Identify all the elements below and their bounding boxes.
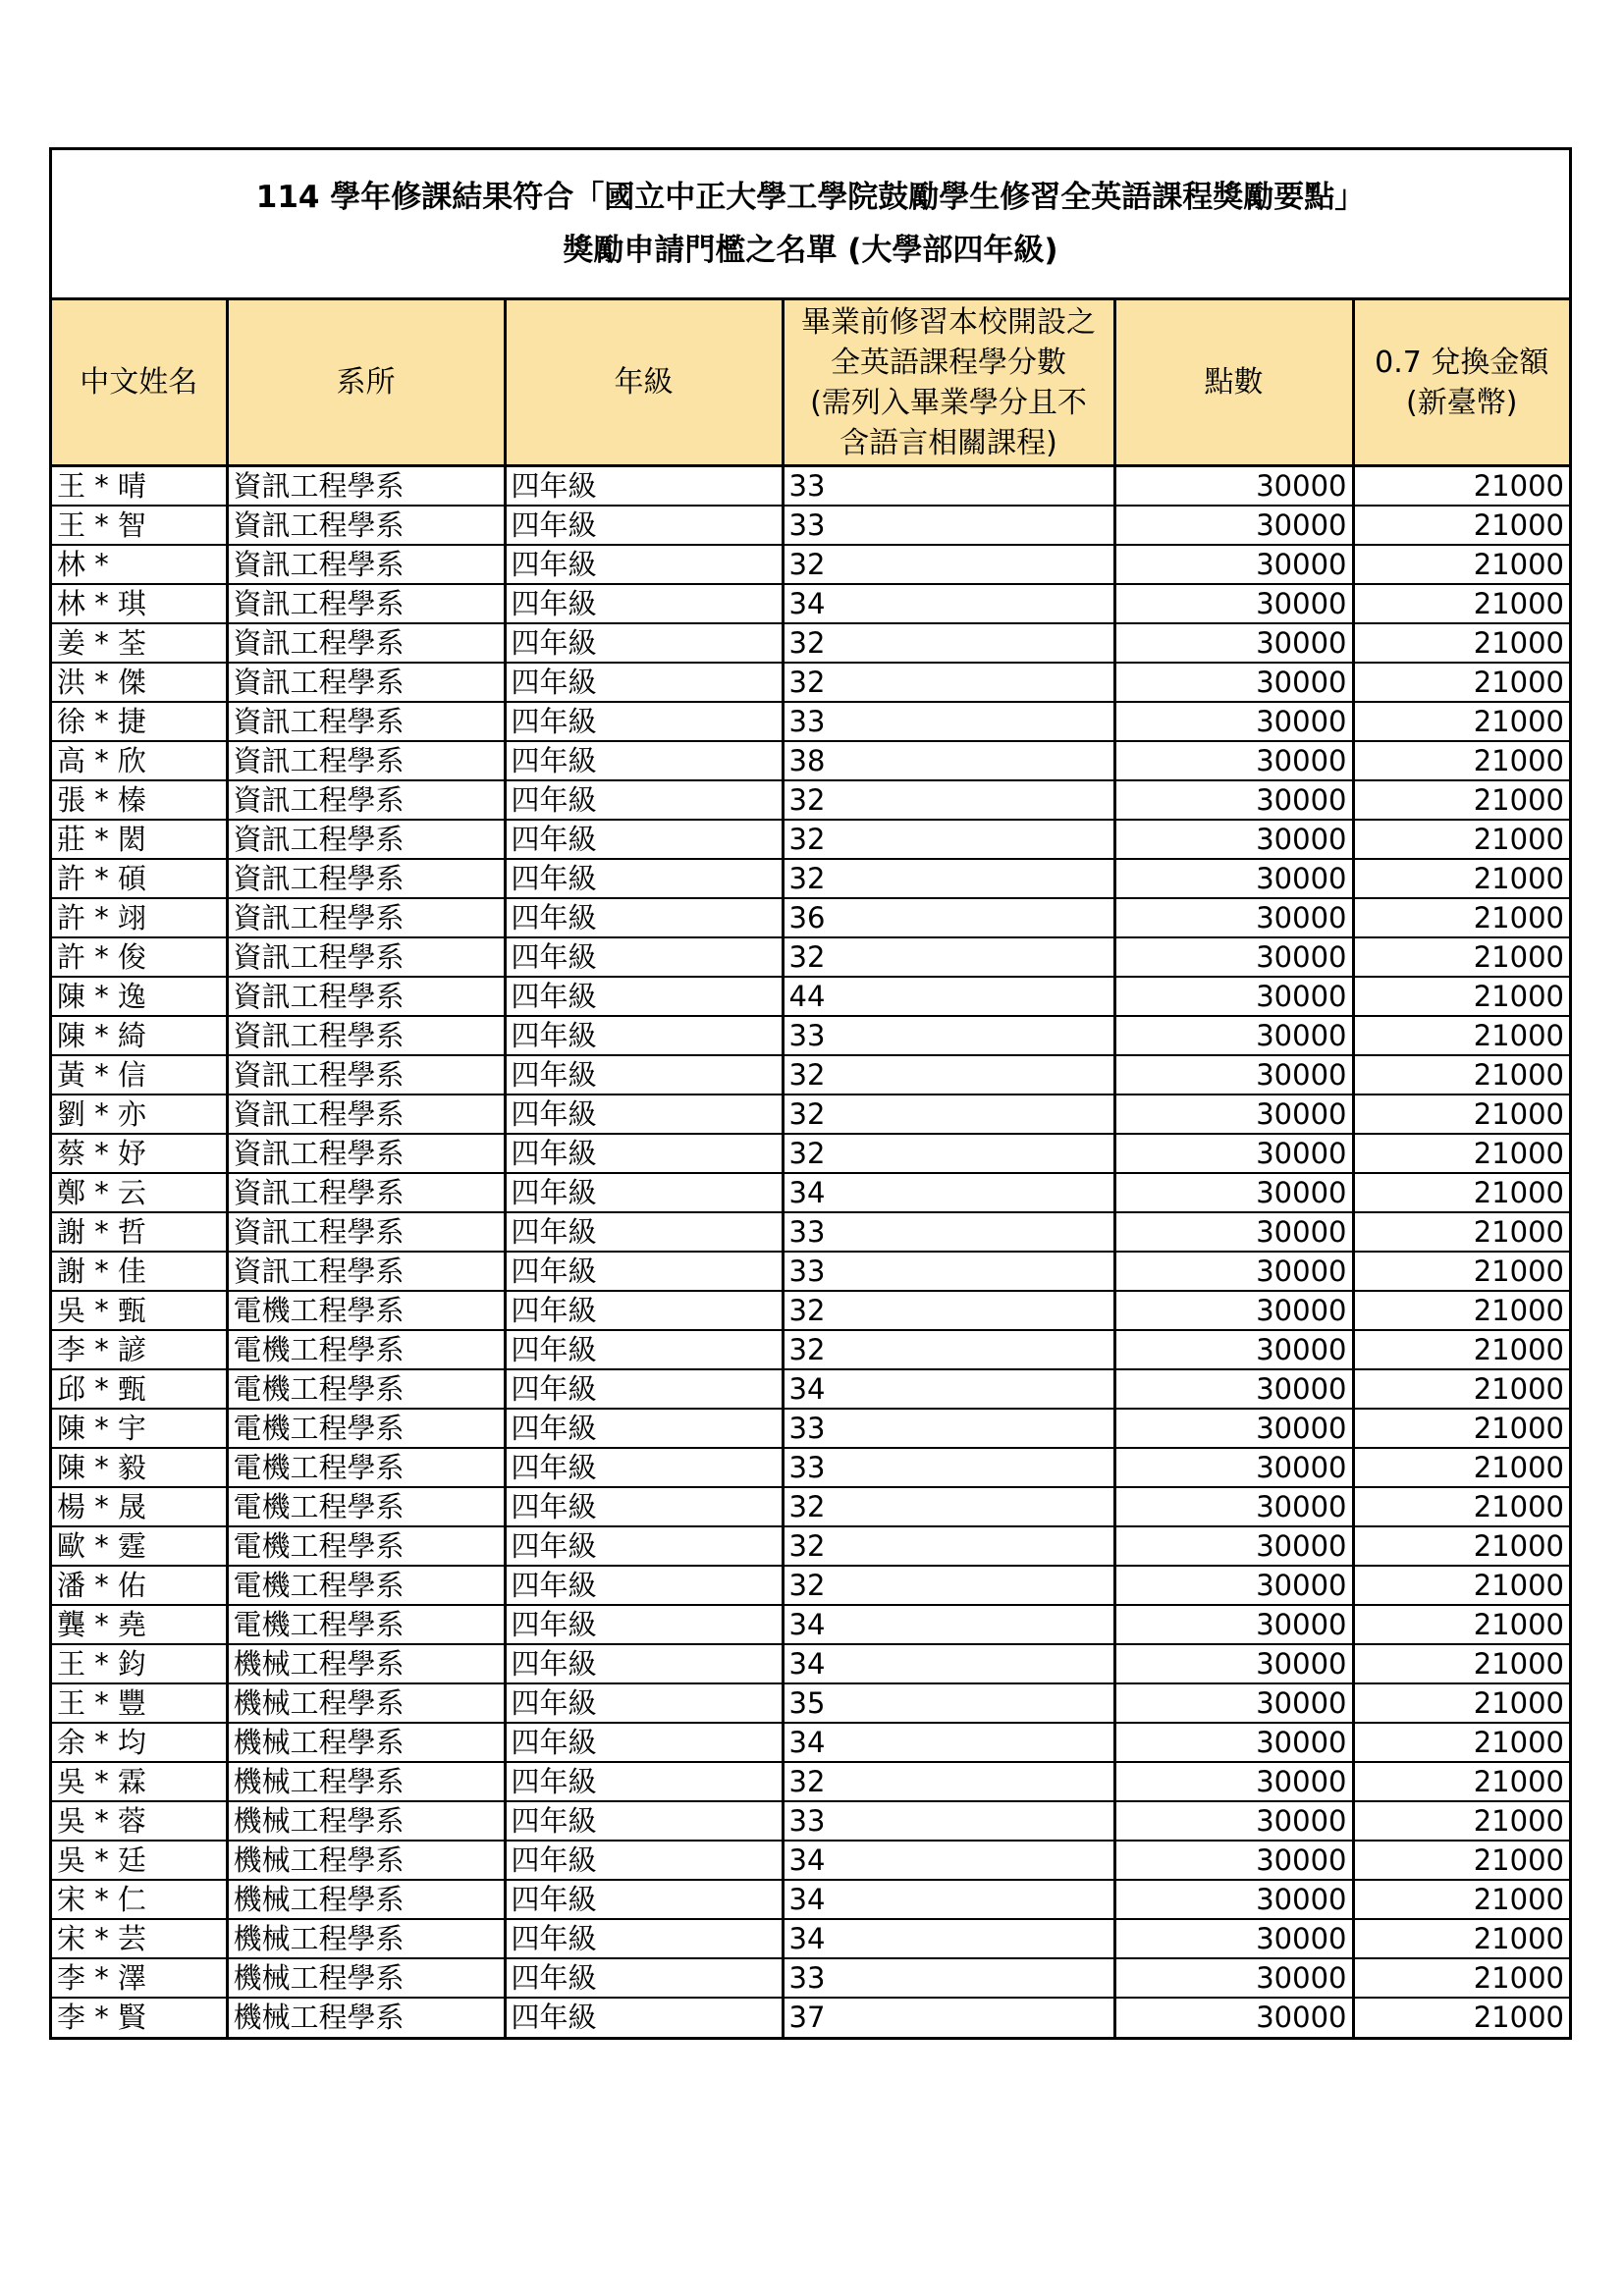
cell-credits: 33 bbox=[783, 1016, 1114, 1055]
header-credits-line: 畢業前修習本校開設之 bbox=[801, 304, 1096, 340]
cell-credits: 34 bbox=[783, 1644, 1114, 1683]
cell-points: 30000 bbox=[1114, 623, 1353, 663]
cell-grade: 四年級 bbox=[505, 1055, 783, 1095]
cell-grade: 四年級 bbox=[505, 584, 783, 623]
cell-credits: 32 bbox=[783, 859, 1114, 898]
cell-amount: 21000 bbox=[1353, 702, 1569, 741]
cell-grade: 四年級 bbox=[505, 702, 783, 741]
cell-name: 謝 * 哲 bbox=[52, 1212, 227, 1252]
cell-points: 30000 bbox=[1114, 1958, 1353, 1998]
cell-amount: 21000 bbox=[1353, 1016, 1569, 1055]
cell-name: 許 * 翊 bbox=[52, 898, 227, 937]
cell-name: 王 * 鈞 bbox=[52, 1644, 227, 1683]
cell-name: 宋 * 芸 bbox=[52, 1919, 227, 1958]
cell-amount: 21000 bbox=[1353, 1134, 1569, 1173]
cell-name: 龔 * 堯 bbox=[52, 1605, 227, 1644]
cell-dept: 資訊工程學系 bbox=[227, 623, 505, 663]
cell-points: 30000 bbox=[1114, 1173, 1353, 1212]
table-row bbox=[52, 1134, 1569, 1173]
cell-dept: 電機工程學系 bbox=[227, 1291, 505, 1330]
cell-points: 30000 bbox=[1114, 466, 1353, 507]
cell-grade: 四年級 bbox=[505, 1369, 783, 1409]
table-row bbox=[52, 1173, 1569, 1212]
cell-grade: 四年級 bbox=[505, 977, 783, 1016]
cell-grade: 四年級 bbox=[505, 1173, 783, 1212]
cell-grade: 四年級 bbox=[505, 1958, 783, 1998]
cell-dept: 機械工程學系 bbox=[227, 1683, 505, 1723]
cell-name: 姜 * 荃 bbox=[52, 623, 227, 663]
cell-dept: 資訊工程學系 bbox=[227, 1252, 505, 1291]
cell-dept: 機械工程學系 bbox=[227, 1841, 505, 1880]
cell-dept: 電機工程學系 bbox=[227, 1330, 505, 1369]
table-row bbox=[52, 1683, 1569, 1723]
cell-grade: 四年級 bbox=[505, 1212, 783, 1252]
cell-points: 30000 bbox=[1114, 1448, 1353, 1487]
cell-points: 30000 bbox=[1114, 977, 1353, 1016]
table-row bbox=[52, 780, 1569, 820]
cell-grade: 四年級 bbox=[505, 741, 783, 780]
cell-name: 高 * 欣 bbox=[52, 741, 227, 780]
cell-amount: 21000 bbox=[1353, 820, 1569, 859]
table-row bbox=[52, 820, 1569, 859]
document-title bbox=[52, 150, 1569, 300]
cell-credits: 32 bbox=[783, 1487, 1114, 1526]
cell-dept: 資訊工程學系 bbox=[227, 702, 505, 741]
table-row bbox=[52, 1841, 1569, 1880]
cell-name: 陳 * 綺 bbox=[52, 1016, 227, 1055]
cell-amount: 21000 bbox=[1353, 780, 1569, 820]
cell-credits: 32 bbox=[783, 545, 1114, 584]
cell-credits: 34 bbox=[783, 1723, 1114, 1762]
cell-points: 30000 bbox=[1114, 1880, 1353, 1919]
cell-credits: 34 bbox=[783, 1880, 1114, 1919]
cell-grade: 四年級 bbox=[505, 623, 783, 663]
cell-grade: 四年級 bbox=[505, 1723, 783, 1762]
cell-dept: 資訊工程學系 bbox=[227, 466, 505, 507]
cell-credits: 38 bbox=[783, 741, 1114, 780]
cell-dept: 資訊工程學系 bbox=[227, 1055, 505, 1095]
cell-amount: 21000 bbox=[1353, 1448, 1569, 1487]
header-grade: 年級 bbox=[505, 300, 783, 466]
cell-points: 30000 bbox=[1114, 506, 1353, 545]
cell-name: 邱 * 甄 bbox=[52, 1369, 227, 1409]
table-body bbox=[52, 466, 1569, 2037]
cell-points: 30000 bbox=[1114, 741, 1353, 780]
cell-dept: 電機工程學系 bbox=[227, 1448, 505, 1487]
cell-amount: 21000 bbox=[1353, 506, 1569, 545]
cell-grade: 四年級 bbox=[505, 1880, 783, 1919]
cell-name: 歐 * 霆 bbox=[52, 1526, 227, 1566]
table-row bbox=[52, 977, 1569, 1016]
header-name: 中文姓名 bbox=[52, 300, 227, 466]
header-credits-line: 全英語課程學分數 bbox=[831, 345, 1066, 380]
cell-dept: 資訊工程學系 bbox=[227, 780, 505, 820]
cell-dept: 機械工程學系 bbox=[227, 1801, 505, 1841]
cell-points: 30000 bbox=[1114, 1487, 1353, 1526]
cell-amount: 21000 bbox=[1353, 898, 1569, 937]
cell-grade: 四年級 bbox=[505, 1841, 783, 1880]
cell-dept: 資訊工程學系 bbox=[227, 1134, 505, 1173]
table-row bbox=[52, 1055, 1569, 1095]
cell-dept: 機械工程學系 bbox=[227, 1723, 505, 1762]
table-row bbox=[52, 1369, 1569, 1409]
cell-points: 30000 bbox=[1114, 584, 1353, 623]
cell-amount: 21000 bbox=[1353, 1762, 1569, 1801]
cell-name: 吳 * 霖 bbox=[52, 1762, 227, 1801]
cell-amount: 21000 bbox=[1353, 977, 1569, 1016]
recipient-table bbox=[52, 300, 1569, 2037]
cell-credits: 33 bbox=[783, 466, 1114, 507]
cell-credits: 32 bbox=[783, 663, 1114, 702]
cell-dept: 資訊工程學系 bbox=[227, 1173, 505, 1212]
cell-grade: 四年級 bbox=[505, 466, 783, 507]
cell-name: 陳 * 宇 bbox=[52, 1409, 227, 1448]
cell-name: 王 * 智 bbox=[52, 506, 227, 545]
cell-points: 30000 bbox=[1114, 780, 1353, 820]
cell-grade: 四年級 bbox=[505, 1801, 783, 1841]
table-row bbox=[52, 506, 1569, 545]
header-amount bbox=[1353, 300, 1569, 466]
cell-name: 張 * 榛 bbox=[52, 780, 227, 820]
cell-dept: 電機工程學系 bbox=[227, 1409, 505, 1448]
table-row bbox=[52, 1016, 1569, 1055]
cell-amount: 21000 bbox=[1353, 1526, 1569, 1566]
cell-credits: 33 bbox=[783, 1448, 1114, 1487]
cell-amount: 21000 bbox=[1353, 1173, 1569, 1212]
cell-grade: 四年級 bbox=[505, 1487, 783, 1526]
cell-amount: 21000 bbox=[1353, 1566, 1569, 1605]
cell-grade: 四年級 bbox=[505, 1134, 783, 1173]
cell-amount: 21000 bbox=[1353, 1801, 1569, 1841]
cell-dept: 電機工程學系 bbox=[227, 1487, 505, 1526]
cell-credits: 33 bbox=[783, 1212, 1114, 1252]
header-credits bbox=[783, 300, 1114, 466]
cell-points: 30000 bbox=[1114, 1723, 1353, 1762]
table-row bbox=[52, 1487, 1569, 1526]
cell-name: 許 * 碩 bbox=[52, 859, 227, 898]
table-row bbox=[52, 1958, 1569, 1998]
cell-name: 蔡 * 妤 bbox=[52, 1134, 227, 1173]
cell-amount: 21000 bbox=[1353, 1212, 1569, 1252]
table-row bbox=[52, 1291, 1569, 1330]
cell-points: 30000 bbox=[1114, 1644, 1353, 1683]
cell-grade: 四年級 bbox=[505, 506, 783, 545]
cell-credits: 32 bbox=[783, 1134, 1114, 1173]
table-row bbox=[52, 1723, 1569, 1762]
cell-credits: 32 bbox=[783, 1291, 1114, 1330]
cell-amount: 21000 bbox=[1353, 1409, 1569, 1448]
cell-name: 林 * bbox=[52, 545, 227, 584]
header-amount-line: 0.7 兌換金額 bbox=[1375, 345, 1549, 380]
cell-name: 莊 * 閎 bbox=[52, 820, 227, 859]
cell-points: 30000 bbox=[1114, 1998, 1353, 2037]
cell-name: 潘 * 佑 bbox=[52, 1566, 227, 1605]
cell-dept: 機械工程學系 bbox=[227, 1958, 505, 1998]
cell-credits: 32 bbox=[783, 1330, 1114, 1369]
cell-dept: 機械工程學系 bbox=[227, 1880, 505, 1919]
cell-name: 黃 * 信 bbox=[52, 1055, 227, 1095]
cell-amount: 21000 bbox=[1353, 1723, 1569, 1762]
table-row bbox=[52, 1095, 1569, 1134]
cell-points: 30000 bbox=[1114, 1566, 1353, 1605]
cell-amount: 21000 bbox=[1353, 1958, 1569, 1998]
table-row bbox=[52, 1330, 1569, 1369]
cell-amount: 21000 bbox=[1353, 1644, 1569, 1683]
cell-amount: 21000 bbox=[1353, 1841, 1569, 1880]
cell-amount: 21000 bbox=[1353, 466, 1569, 507]
cell-points: 30000 bbox=[1114, 1919, 1353, 1958]
cell-grade: 四年級 bbox=[505, 1448, 783, 1487]
table-row bbox=[52, 1605, 1569, 1644]
cell-grade: 四年級 bbox=[505, 1683, 783, 1723]
cell-dept: 資訊工程學系 bbox=[227, 937, 505, 977]
cell-name: 李 * 澤 bbox=[52, 1958, 227, 1998]
cell-dept: 資訊工程學系 bbox=[227, 1212, 505, 1252]
table-row bbox=[52, 584, 1569, 623]
cell-credits: 33 bbox=[783, 702, 1114, 741]
cell-amount: 21000 bbox=[1353, 741, 1569, 780]
cell-credits: 33 bbox=[783, 1252, 1114, 1291]
header-amount-line: (新臺幣) bbox=[1406, 385, 1518, 420]
header-credits-line: (需列入畢業學分且不 bbox=[810, 385, 1087, 420]
table-row bbox=[52, 1998, 1569, 2037]
cell-name: 李 * 諺 bbox=[52, 1330, 227, 1369]
cell-credits: 33 bbox=[783, 1958, 1114, 1998]
cell-grade: 四年級 bbox=[505, 1644, 783, 1683]
table-row bbox=[52, 663, 1569, 702]
cell-amount: 21000 bbox=[1353, 937, 1569, 977]
cell-grade: 四年級 bbox=[505, 545, 783, 584]
cell-credits: 33 bbox=[783, 1409, 1114, 1448]
cell-amount: 21000 bbox=[1353, 584, 1569, 623]
cell-points: 30000 bbox=[1114, 1369, 1353, 1409]
cell-credits: 35 bbox=[783, 1683, 1114, 1723]
cell-amount: 21000 bbox=[1353, 1330, 1569, 1369]
table-row bbox=[52, 1252, 1569, 1291]
cell-credits: 32 bbox=[783, 1526, 1114, 1566]
cell-amount: 21000 bbox=[1353, 859, 1569, 898]
header-credits-line: 含語言相關課程) bbox=[839, 425, 1057, 460]
table-row bbox=[52, 741, 1569, 780]
cell-grade: 四年級 bbox=[505, 1526, 783, 1566]
cell-name: 王 * 豐 bbox=[52, 1683, 227, 1723]
cell-name: 吳 * 蓉 bbox=[52, 1801, 227, 1841]
table-row bbox=[52, 1801, 1569, 1841]
cell-grade: 四年級 bbox=[505, 1016, 783, 1055]
cell-grade: 四年級 bbox=[505, 1252, 783, 1291]
table-row bbox=[52, 1448, 1569, 1487]
cell-points: 30000 bbox=[1114, 545, 1353, 584]
cell-amount: 21000 bbox=[1353, 1055, 1569, 1095]
cell-name: 洪 * 傑 bbox=[52, 663, 227, 702]
cell-grade: 四年級 bbox=[505, 1330, 783, 1369]
cell-grade: 四年級 bbox=[505, 898, 783, 937]
cell-credits: 32 bbox=[783, 1055, 1114, 1095]
cell-dept: 電機工程學系 bbox=[227, 1566, 505, 1605]
cell-amount: 21000 bbox=[1353, 1369, 1569, 1409]
cell-points: 30000 bbox=[1114, 1605, 1353, 1644]
cell-name: 徐 * 捷 bbox=[52, 702, 227, 741]
cell-grade: 四年級 bbox=[505, 1095, 783, 1134]
cell-points: 30000 bbox=[1114, 1841, 1353, 1880]
cell-points: 30000 bbox=[1114, 1683, 1353, 1723]
header-points: 點數 bbox=[1114, 300, 1353, 466]
cell-dept: 資訊工程學系 bbox=[227, 663, 505, 702]
cell-credits: 32 bbox=[783, 1566, 1114, 1605]
cell-points: 30000 bbox=[1114, 1252, 1353, 1291]
cell-name: 鄭 * 云 bbox=[52, 1173, 227, 1212]
cell-points: 30000 bbox=[1114, 1526, 1353, 1566]
cell-credits: 32 bbox=[783, 780, 1114, 820]
cell-credits: 33 bbox=[783, 1801, 1114, 1841]
cell-dept: 電機工程學系 bbox=[227, 1369, 505, 1409]
table-row bbox=[52, 1409, 1569, 1448]
cell-credits: 34 bbox=[783, 1173, 1114, 1212]
cell-credits: 32 bbox=[783, 937, 1114, 977]
table-header bbox=[52, 300, 1569, 466]
cell-dept: 資訊工程學系 bbox=[227, 859, 505, 898]
cell-amount: 21000 bbox=[1353, 663, 1569, 702]
cell-credits: 44 bbox=[783, 977, 1114, 1016]
title-line-1: 114 學年修課結果符合「國立中正大學工學院鼓勵學生修習全英語課程獎勵要點」 bbox=[255, 180, 1366, 215]
cell-amount: 21000 bbox=[1353, 1095, 1569, 1134]
cell-dept: 資訊工程學系 bbox=[227, 741, 505, 780]
cell-grade: 四年級 bbox=[505, 820, 783, 859]
table-row bbox=[52, 937, 1569, 977]
cell-grade: 四年級 bbox=[505, 1566, 783, 1605]
cell-points: 30000 bbox=[1114, 1055, 1353, 1095]
cell-grade: 四年級 bbox=[505, 937, 783, 977]
cell-amount: 21000 bbox=[1353, 545, 1569, 584]
cell-name: 余 * 均 bbox=[52, 1723, 227, 1762]
table-row bbox=[52, 1880, 1569, 1919]
cell-points: 30000 bbox=[1114, 1330, 1353, 1369]
cell-points: 30000 bbox=[1114, 898, 1353, 937]
table-row bbox=[52, 898, 1569, 937]
cell-name: 陳 * 逸 bbox=[52, 977, 227, 1016]
cell-points: 30000 bbox=[1114, 1095, 1353, 1134]
table-row bbox=[52, 859, 1569, 898]
cell-dept: 資訊工程學系 bbox=[227, 898, 505, 937]
cell-credits: 34 bbox=[783, 1605, 1114, 1644]
cell-credits: 37 bbox=[783, 1998, 1114, 2037]
cell-dept: 機械工程學系 bbox=[227, 1644, 505, 1683]
cell-grade: 四年級 bbox=[505, 1291, 783, 1330]
cell-credits: 33 bbox=[783, 506, 1114, 545]
cell-credits: 32 bbox=[783, 1762, 1114, 1801]
cell-name: 謝 * 佳 bbox=[52, 1252, 227, 1291]
cell-amount: 21000 bbox=[1353, 1880, 1569, 1919]
cell-dept: 電機工程學系 bbox=[227, 1526, 505, 1566]
table-row bbox=[52, 466, 1569, 507]
cell-name: 宋 * 仁 bbox=[52, 1880, 227, 1919]
cell-name: 王 * 晴 bbox=[52, 466, 227, 507]
cell-credits: 36 bbox=[783, 898, 1114, 937]
cell-grade: 四年級 bbox=[505, 1409, 783, 1448]
table-row bbox=[52, 702, 1569, 741]
cell-dept: 資訊工程學系 bbox=[227, 1016, 505, 1055]
scholarship-list-sheet bbox=[49, 147, 1572, 2040]
cell-dept: 資訊工程學系 bbox=[227, 1095, 505, 1134]
cell-points: 30000 bbox=[1114, 1762, 1353, 1801]
cell-dept: 資訊工程學系 bbox=[227, 506, 505, 545]
cell-credits: 32 bbox=[783, 1095, 1114, 1134]
table-row bbox=[52, 1212, 1569, 1252]
cell-credits: 34 bbox=[783, 1369, 1114, 1409]
cell-name: 劉 * 亦 bbox=[52, 1095, 227, 1134]
cell-amount: 21000 bbox=[1473, 2001, 1564, 2035]
cell-credits: 32 bbox=[783, 820, 1114, 859]
cell-dept: 機械工程學系 bbox=[227, 1762, 505, 1801]
cell-dept: 機械工程學系 bbox=[227, 1998, 505, 2037]
cell-points: 30000 bbox=[1114, 820, 1353, 859]
cell-credits: 34 bbox=[783, 584, 1114, 623]
table-row bbox=[52, 545, 1569, 584]
cell-name: 陳 * 毅 bbox=[52, 1448, 227, 1487]
cell-amount: 21000 bbox=[1353, 1487, 1569, 1526]
table-row bbox=[52, 1566, 1569, 1605]
cell-credits: 34 bbox=[783, 1841, 1114, 1880]
cell-amount: 21000 bbox=[1353, 1252, 1569, 1291]
cell-name: 吳 * 廷 bbox=[52, 1841, 227, 1880]
cell-dept: 資訊工程學系 bbox=[227, 584, 505, 623]
cell-grade: 四年級 bbox=[505, 663, 783, 702]
cell-dept: 資訊工程學系 bbox=[227, 545, 505, 584]
cell-points: 30000 bbox=[1114, 1291, 1353, 1330]
cell-points: 30000 bbox=[1114, 663, 1353, 702]
cell-amount: 21000 bbox=[1353, 1291, 1569, 1330]
cell-dept: 資訊工程學系 bbox=[227, 977, 505, 1016]
cell-name: 林 * 琪 bbox=[52, 584, 227, 623]
cell-grade: 四年級 bbox=[505, 1762, 783, 1801]
cell-grade: 四年級 bbox=[505, 780, 783, 820]
table-row bbox=[52, 1526, 1569, 1566]
cell-credits: 32 bbox=[783, 623, 1114, 663]
cell-amount: 21000 bbox=[1353, 1683, 1569, 1723]
cell-points: 30000 bbox=[1114, 702, 1353, 741]
cell-grade: 四年級 bbox=[505, 1919, 783, 1958]
table-row bbox=[52, 1762, 1569, 1801]
cell-amount: 21000 bbox=[1353, 623, 1569, 663]
cell-dept: 電機工程學系 bbox=[227, 1605, 505, 1644]
cell-points: 30000 bbox=[1114, 1134, 1353, 1173]
cell-grade: 四年級 bbox=[505, 1998, 783, 2037]
title-line-2: 獎勵申請門檻之名單 (大學部四年級) bbox=[563, 233, 1058, 268]
cell-points: 30000 bbox=[1114, 1212, 1353, 1252]
cell-dept: 資訊工程學系 bbox=[227, 820, 505, 859]
cell-points: 30000 bbox=[1114, 1409, 1353, 1448]
cell-name: 李 * 賢 bbox=[52, 1998, 227, 2037]
cell-dept: 機械工程學系 bbox=[227, 1919, 505, 1958]
cell-name: 楊 * 晟 bbox=[52, 1487, 227, 1526]
cell-grade: 四年級 bbox=[505, 1605, 783, 1644]
cell-grade: 四年級 bbox=[505, 859, 783, 898]
cell-points: 30000 bbox=[1114, 1016, 1353, 1055]
table-row bbox=[52, 1644, 1569, 1683]
cell-name: 許 * 俊 bbox=[52, 937, 227, 977]
cell-points: 30000 bbox=[1114, 1801, 1353, 1841]
cell-credits: 34 bbox=[783, 1919, 1114, 1958]
cell-amount: 21000 bbox=[1353, 1919, 1569, 1958]
cell-points: 30000 bbox=[1114, 937, 1353, 977]
cell-amount: 21000 bbox=[1353, 1605, 1569, 1644]
header-dept: 系所 bbox=[227, 300, 505, 466]
cell-name: 吳 * 甄 bbox=[52, 1291, 227, 1330]
table-row bbox=[52, 623, 1569, 663]
table-row bbox=[52, 1919, 1569, 1958]
cell-points: 30000 bbox=[1114, 859, 1353, 898]
